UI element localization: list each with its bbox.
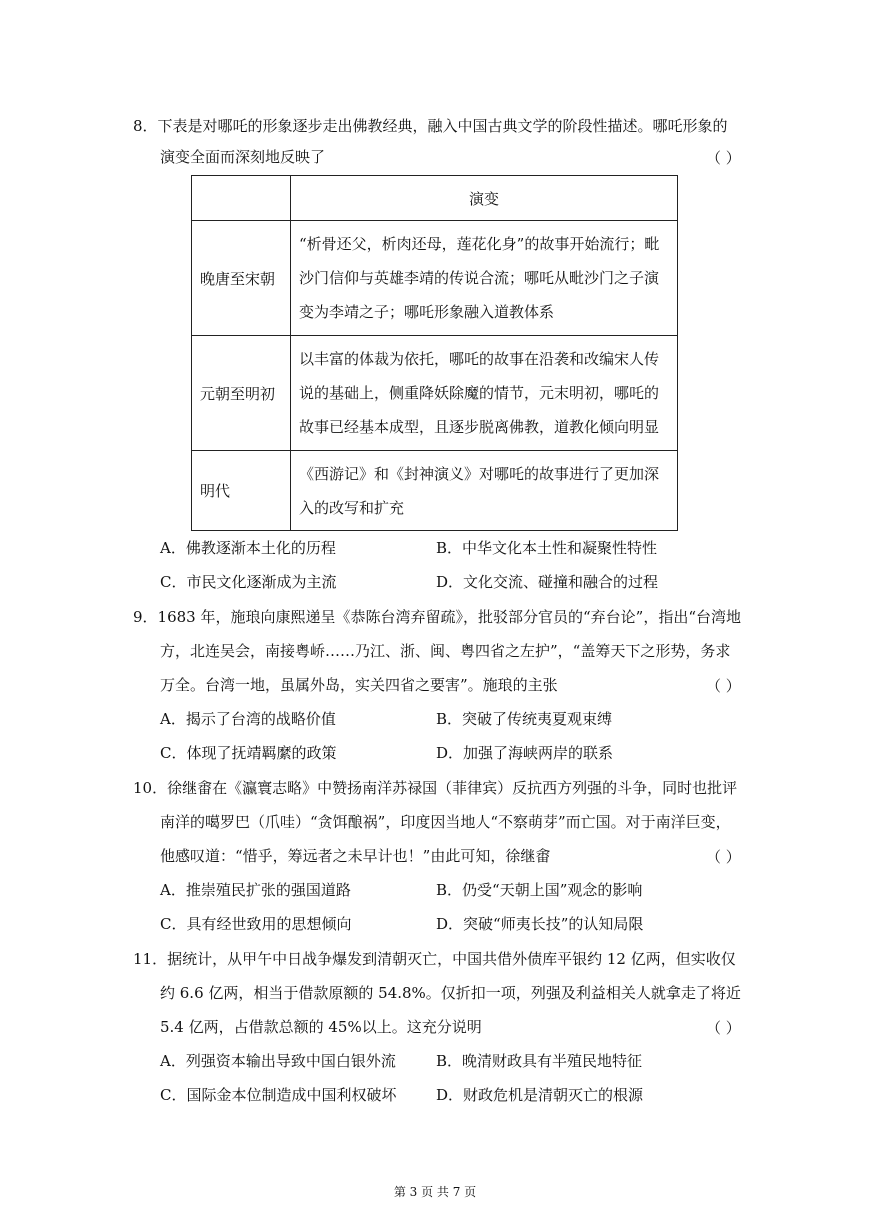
q9-option-b[interactable]: B．突破了传统夷夏观束缚 <box>436 710 613 728</box>
q9-option-d[interactable]: D．加强了海峡两岸的联系 <box>436 744 614 762</box>
q10-option-a[interactable]: A．推崇殖民扩张的强国道路 <box>160 881 351 899</box>
table-description-line: 以丰富的体裁为依托，哪吒的故事在沿袭和改编宋人传 <box>299 350 660 368</box>
table-header-empty-cell <box>192 176 291 221</box>
q9-answer-paren: （ ） <box>706 677 741 695</box>
table-row <box>192 221 678 336</box>
table-header-row <box>192 176 678 221</box>
q10-stem-line1: 10．徐继畬在《瀛寰志略》中赞扬南洋苏禄国（菲律宾）反抗西方列强的斗争，同时也批评 <box>133 779 738 797</box>
q10-option-c[interactable]: C．具有经世致用的思想倾向 <box>160 915 352 933</box>
table-period-cell: 元朝至明初 <box>192 336 291 451</box>
table-description-line: 说的基础上，侧重降妖除魔的情节，元末明初，哪吒的 <box>299 384 660 402</box>
q8-stem-line2: 演变全面而深刻地反映了 <box>160 148 326 166</box>
q10-stem-line2: 南洋的噶罗巴（爪哇）“贪饵酿祸”，印度因当地人“不察萌芽”而亡国。对于南洋巨变， <box>160 813 731 831</box>
q8-evolution-table <box>191 175 678 531</box>
table-period-cell: 晚唐至宋朝 <box>192 221 291 336</box>
table-description-line: 变为李靖之子；哪吒形象融入道教体系 <box>299 303 555 321</box>
q8-option-d[interactable]: D．文化交流、碰撞和融合的过程 <box>436 573 659 591</box>
q11-option-c[interactable]: C．国际金本位制造成中国利权破坏 <box>160 1086 397 1104</box>
table-header-evolution: 演变 <box>291 176 678 221</box>
q10-option-b[interactable]: B．仍受“天朝上国”观念的影响 <box>436 881 643 899</box>
q11-option-b[interactable]: B．晚清财政具有半殖民地特征 <box>436 1052 643 1070</box>
table-period-cell: 明代 <box>192 451 291 531</box>
q9-option-a[interactable]: A．揭示了台湾的战略价值 <box>160 710 336 728</box>
page-number-footer: 第 3 页 共 7 页 <box>393 1185 477 1199</box>
table-description-line: 故事已经基本成型，且逐步脱离佛教，道教化倾向明显 <box>299 418 660 436</box>
q9-stem-line2: 方，北连吴会，南接粤峤……乃江、浙、闽、粤四省之左护”，“盖筹天下之形势，务求 <box>160 642 731 660</box>
q10-answer-paren: （ ） <box>706 848 741 866</box>
table-row <box>192 336 678 451</box>
q10-option-d[interactable]: D．突破“师夷长技”的认知局限 <box>436 915 644 933</box>
q11-stem-line2: 约 6.6 亿两，相当于借款原额的 54.8%。仅折扣一项，列强及利益相关人就拿走了将近 <box>160 984 741 1002</box>
q11-stem-line1: 11．据统计，从甲午中日战争爆发到清朝灭亡，中国共借外债库平银约 12 亿两，但实收仅 <box>133 950 736 968</box>
q8-option-b[interactable]: B．中华文化本土性和凝聚性特性 <box>436 539 658 557</box>
q11-option-d[interactable]: D．财政危机是清朝灭亡的根源 <box>436 1086 644 1104</box>
q9-stem-line1: 9．1683 年，施琅向康熙递呈《恭陈台湾弃留疏》，批驳部分官员的“弃台论”，指出“台湾地 <box>133 608 741 626</box>
q9-option-c[interactable]: C．体现了抚靖羁縻的政策 <box>160 744 337 762</box>
q8-stem-line1: 8．下表是对哪吒的形象逐步走出佛教经典，融入中国古典文学的阶段性描述。哪吒形象的 <box>133 117 728 135</box>
table-description-cell <box>291 451 678 531</box>
table-description-line: “析骨还父，析肉还母，莲花化身”的故事开始流行；毗 <box>299 235 660 253</box>
table-description-cell <box>291 221 678 336</box>
q11-answer-paren: （ ） <box>706 1019 741 1037</box>
q11-option-a[interactable]: A．列强资本输出导致中国白银外流 <box>160 1052 396 1070</box>
q8-answer-paren: （ ） <box>706 149 741 167</box>
table-description-line: 《西游记》和《封神演义》对哪吒的故事进行了更加深 <box>299 464 660 483</box>
table-row <box>192 451 678 531</box>
q8-option-c[interactable]: C．市民文化逐渐成为主流 <box>160 573 337 591</box>
table-description-line: 入的改写和扩充 <box>299 498 405 517</box>
q9-stem-line3: 万全。台湾一地，虽属外岛，实关四省之要害”。施琅的主张 <box>160 676 558 694</box>
q10-stem-line3: 他感叹道：“惜乎，筹远者之未早计也！”由此可知，徐继畬 <box>160 847 551 865</box>
q11-stem-line3: 5.4 亿两，占借款总额的 45%以上。这充分说明 <box>160 1018 482 1036</box>
table-description-cell <box>291 336 678 451</box>
q8-option-a[interactable]: A．佛教逐渐本土化的历程 <box>160 539 336 557</box>
table-description-line: 沙门信仰与英雄李靖的传说合流；哪吒从毗沙门之子演 <box>299 269 660 287</box>
